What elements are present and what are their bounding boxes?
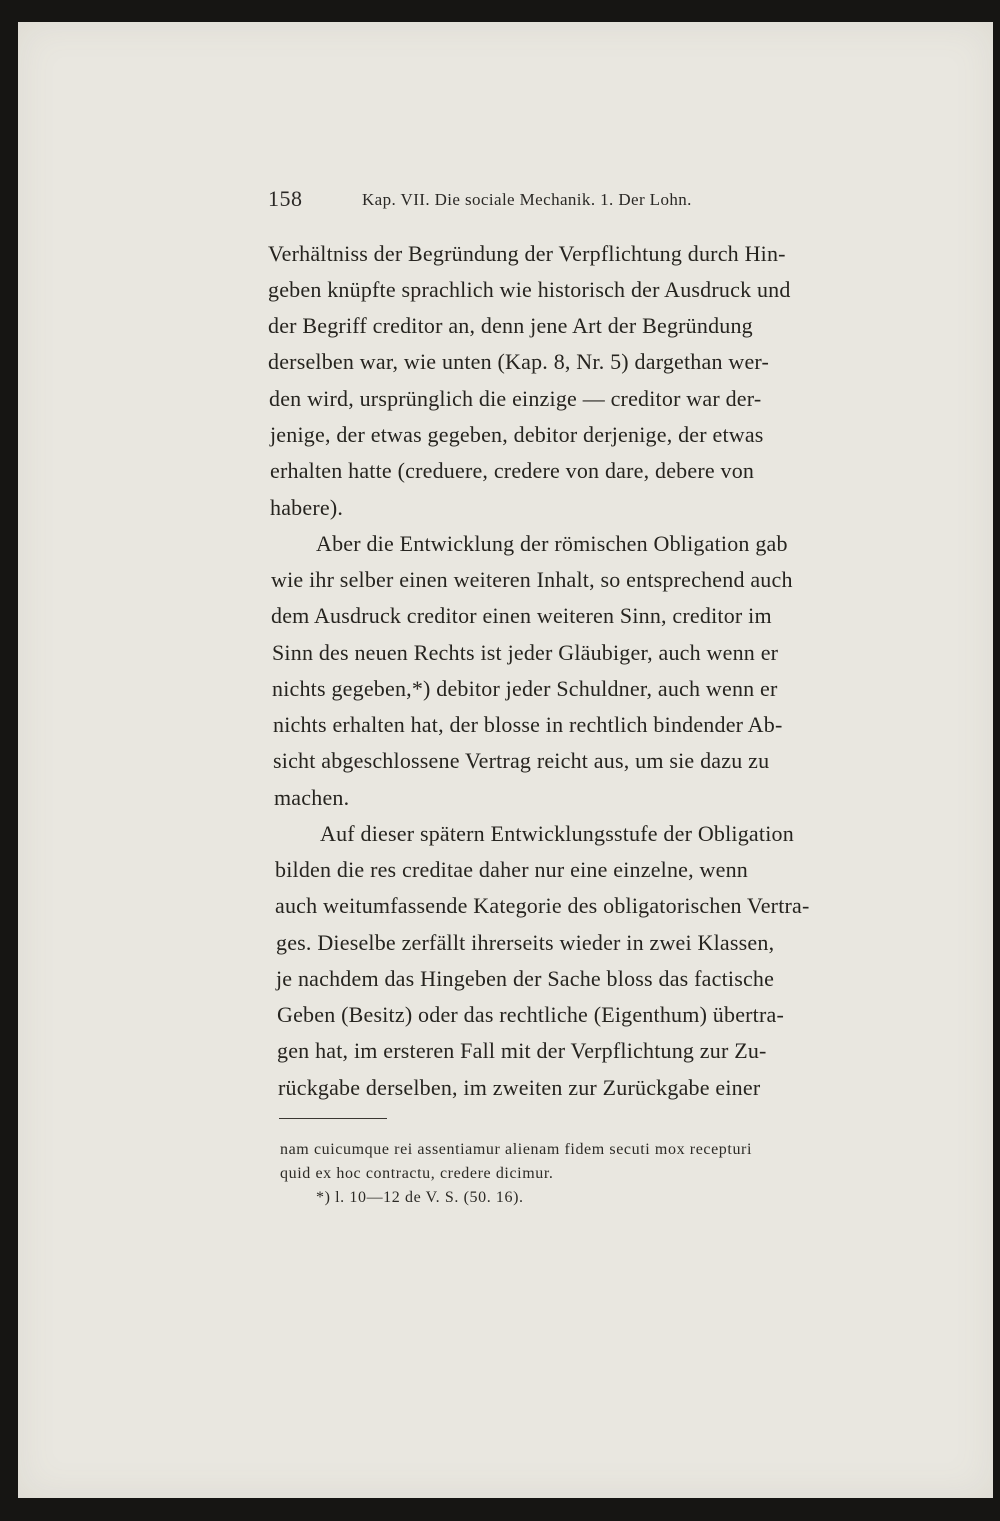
- text-line: Aber die Entwicklung der römischen Obligation gab: [316, 531, 788, 556]
- text-line: rückgabe derselben, im zweiten zur Zurückgabe einer: [278, 1075, 761, 1100]
- text-line: den wird, ursprünglich die einzige — creditor war der-: [269, 386, 762, 411]
- running-title: Kap. VII. Die sociale Mechanik. 1. Der Lohn.: [362, 190, 692, 209]
- text-line: nichts erhalten hat, der blosse in rechtlich bindender Ab-: [273, 712, 783, 737]
- text-line: wie ihr selber einen weiteren Inhalt, so entsprechend auch: [271, 567, 793, 592]
- text-line: derselben war, wie unten (Kap. 8, Nr. 5) dargethan wer-: [268, 349, 770, 374]
- page-number: 158: [268, 186, 303, 211]
- text-line: auch weitumfassende Kategorie des obligatorischen Vertra-: [275, 893, 810, 918]
- text-line: bilden die res creditae daher nur eine einzelne, wenn: [275, 857, 748, 882]
- footnote-line: quid ex hoc contractu, credere dicimur.: [280, 1165, 554, 1182]
- text-line: ges. Dieselbe zerfällt ihrerseits wieder in zwei Klassen,: [276, 930, 775, 955]
- text-line: je nachdem das Hingeben der Sache bloss das factische: [276, 966, 775, 991]
- text-line: dem Ausdruck creditor einen weiteren Sinn, creditor im: [271, 603, 772, 628]
- text-line: sicht abgeschlossene Vertrag reicht aus, um sie dazu zu: [273, 748, 770, 773]
- text-line: der Begriff creditor an, denn jene Art der Begründung: [268, 313, 753, 338]
- text-line: jenige, der etwas gegeben, debitor derjenige, der etwas: [270, 422, 764, 447]
- text-line: geben knüpfte sprachlich wie historisch der Ausdruck und: [268, 277, 791, 302]
- text-line: Geben (Besitz) oder das rechtliche (Eigenthum) übertra-: [277, 1002, 785, 1027]
- text-line: Sinn des neuen Rechts ist jeder Gläubiger, auch wenn er: [272, 640, 779, 665]
- text-line: nichts gegeben,*) debitor jeder Schuldner, auch wenn er: [272, 676, 778, 701]
- text-line: habere).: [270, 495, 344, 520]
- text-line: machen.: [274, 785, 350, 810]
- page-header: [268, 186, 853, 220]
- text-line: erhalten hatte (creduere, credere von dare, debere von: [270, 458, 755, 483]
- footnote-line: *) l. 10—12 de V. S. (50. 16).: [316, 1189, 524, 1206]
- text-line: gen hat, im ersteren Fall mit der Verpflichtung zur Zu-: [277, 1038, 767, 1063]
- text-line: Verhältniss der Begründung der Verpflichtung durch Hin-: [268, 241, 786, 266]
- footnote-rule: [279, 1118, 387, 1119]
- text-line: Auf dieser spätern Entwicklungsstufe der Obligation: [320, 821, 794, 846]
- footnote-line: nam cuicumque rei assentiamur alienam fidem secuti mox recepturi: [280, 1141, 753, 1158]
